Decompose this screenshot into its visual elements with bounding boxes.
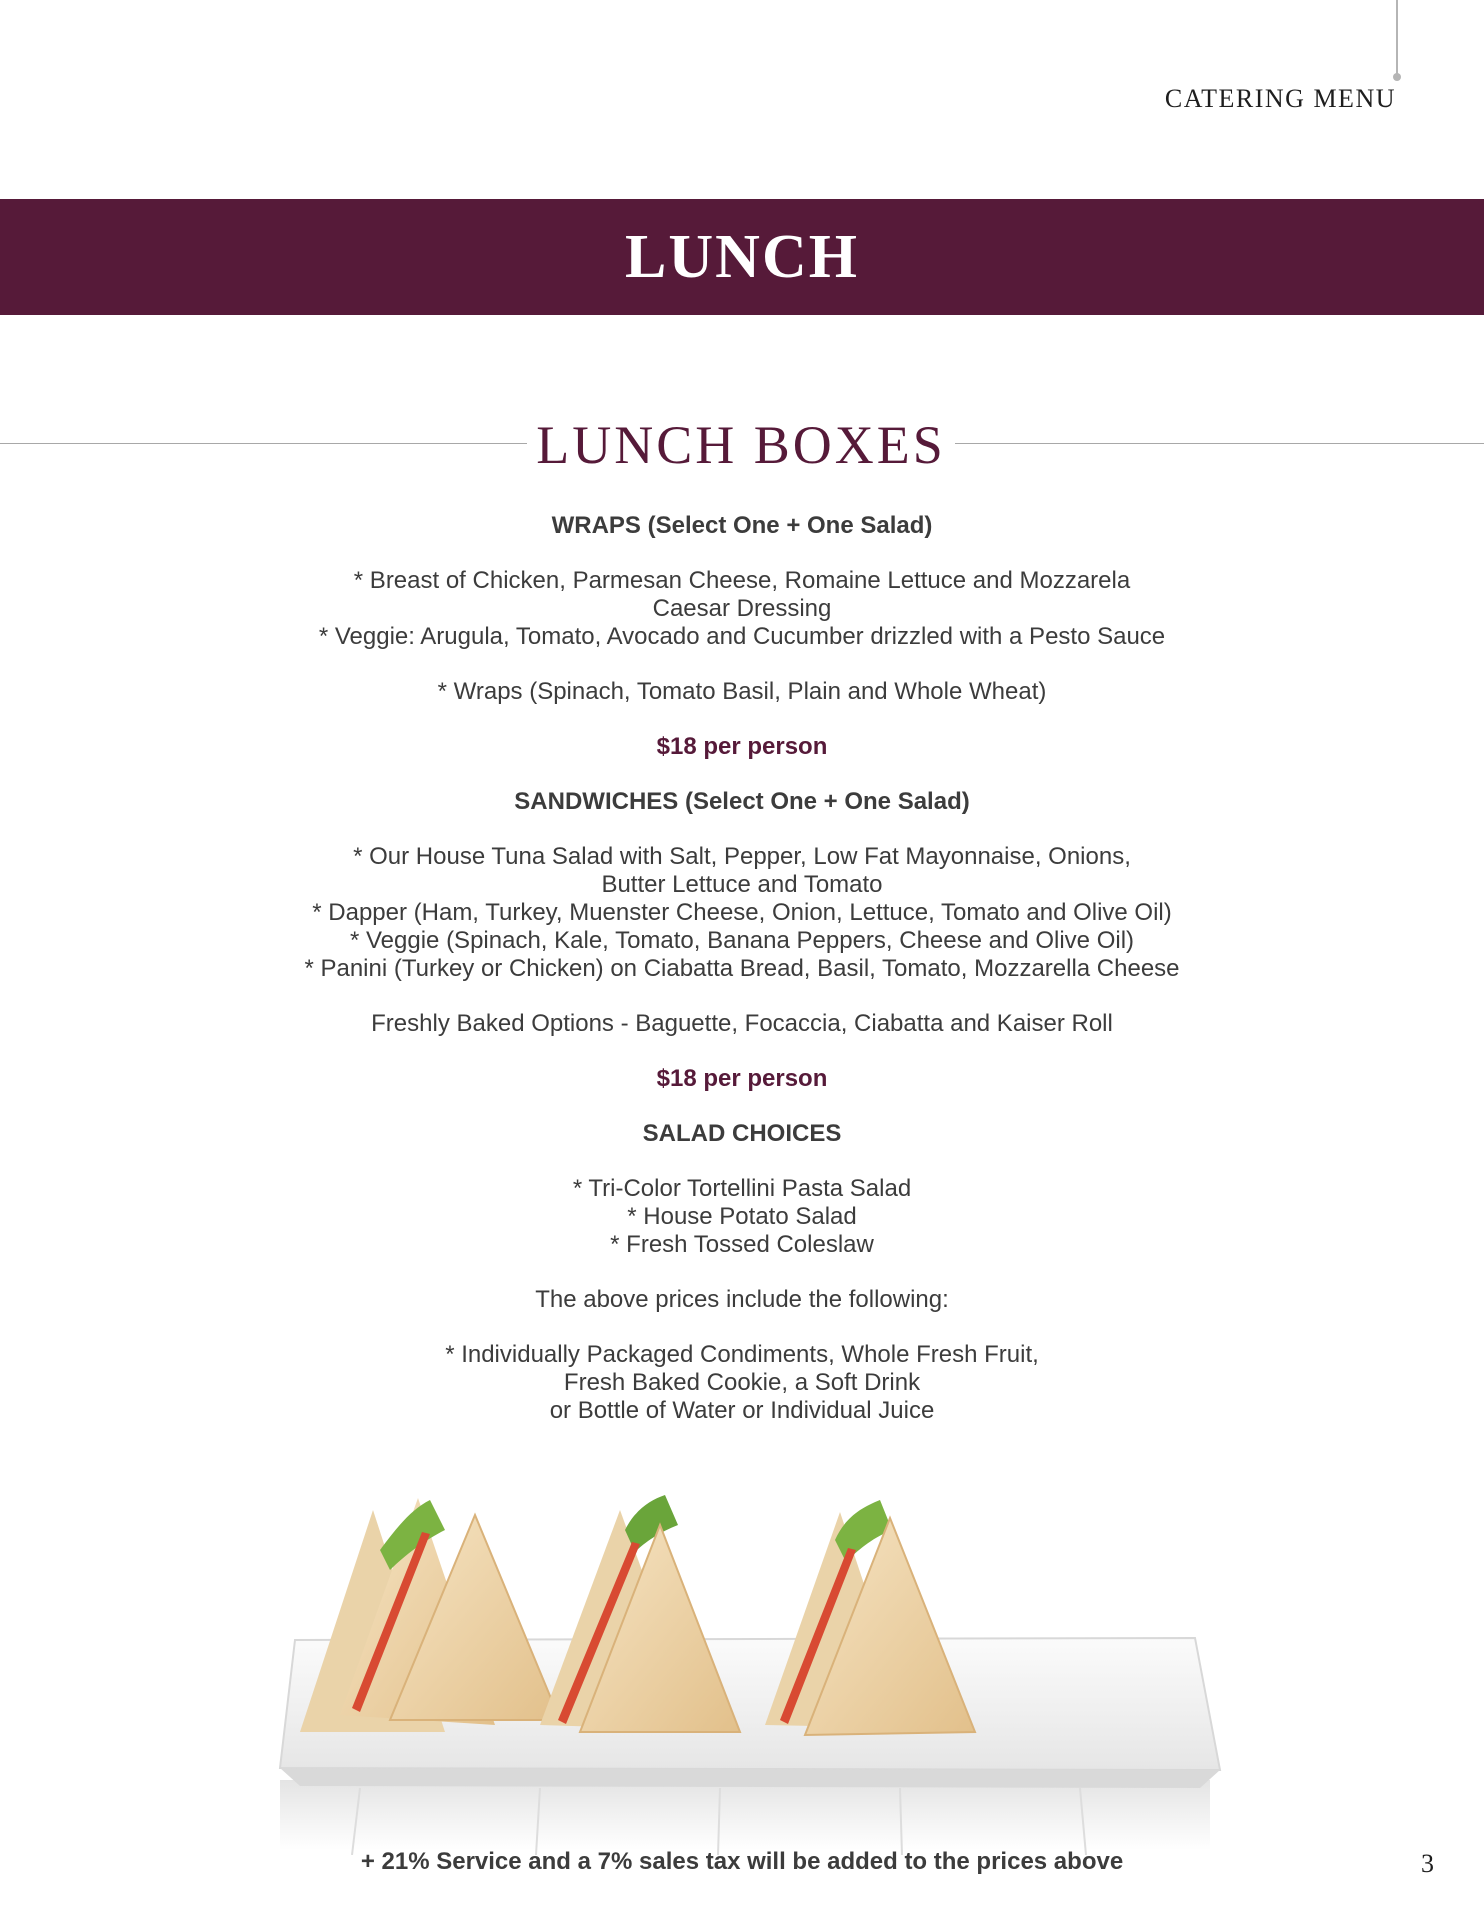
sandwiches-item: Butter Lettuce and Tomato	[601, 871, 883, 898]
wraps-item: Caesar Dressing	[652, 595, 832, 622]
wraps-options: * Wraps (Spinach, Tomato Basil, Plain and Whole Wheat)	[437, 678, 1047, 705]
salads-item: * House Potato Salad	[627, 1203, 857, 1230]
header-label: CATERING MENU	[1164, 84, 1396, 113]
salads-item: * Tri-Color Tortellini Pasta Salad	[572, 1175, 912, 1202]
includes-intro: The above prices include the following:	[535, 1286, 949, 1313]
section-title: LUNCH BOXES	[536, 415, 946, 475]
sandwiches-price: $18 per person	[656, 1065, 828, 1092]
salads-items	[200, 1175, 1284, 1259]
section-rule-left	[0, 443, 527, 444]
sandwich-platter-image	[240, 1470, 1250, 1855]
sandwiches-options: Freshly Baked Options - Baguette, Focaccia, Ciabatta and Kaiser Roll	[371, 1010, 1113, 1037]
salads-heading: SALAD CHOICES	[642, 1120, 842, 1147]
wraps-price: $18 per person	[656, 733, 828, 760]
menu-content	[200, 512, 1284, 1452]
sandwiches-item: * Veggie (Spinach, Kale, Tomato, Banana Peppers, Cheese and Olive Oil)	[349, 927, 1135, 954]
sandwiches-item: * Panini (Turkey or Chicken) on Ciabatta Bread, Basil, Tomato, Mozzarella Cheese	[304, 955, 1180, 982]
wraps-options-block	[200, 678, 1284, 706]
salads-item: * Fresh Tossed Coleslaw	[610, 1231, 874, 1258]
wraps-heading: WRAPS (Select One + One Salad)	[551, 512, 933, 539]
footer-note: + 21% Service and a 7% sales tax will be added to the prices above	[360, 1848, 1124, 1875]
lunch-banner	[0, 199, 1484, 315]
wraps-item: * Veggie: Arugula, Tomato, Avocado and Cucumber drizzled with a Pesto Sauce	[318, 623, 1166, 650]
banner-title: LUNCH	[625, 222, 859, 291]
includes-item: or Bottle of Water or Individual Juice	[549, 1397, 935, 1424]
includes-item: * Individually Packaged Condiments, Whole Fresh Fruit,	[445, 1341, 1039, 1368]
section-header	[0, 410, 1484, 480]
wraps-items	[200, 567, 1284, 651]
section-rule-right	[955, 443, 1484, 444]
sandwiches-heading: SANDWICHES (Select One + One Salad)	[514, 788, 970, 815]
includes-intro-block	[200, 1286, 1284, 1314]
wraps-item: * Breast of Chicken, Parmesan Cheese, Romaine Lettuce and Mozzarela	[353, 567, 1131, 594]
sandwiches-options-block	[200, 1010, 1284, 1038]
corner-divider-dot	[1393, 73, 1401, 81]
includes-items	[200, 1341, 1284, 1425]
sandwiches-item: * Dapper (Ham, Turkey, Muenster Cheese, Onion, Lettuce, Tomato and Olive Oil)	[312, 899, 1172, 926]
page-number: 3	[1421, 1849, 1434, 1878]
corner-divider-line	[1396, 0, 1398, 76]
includes-item: Fresh Baked Cookie, a Soft Drink	[563, 1369, 921, 1396]
sandwiches-item: * Our House Tuna Salad with Salt, Pepper, Low Fat Mayonnaise, Onions,	[353, 843, 1131, 870]
sandwiches-items	[200, 843, 1284, 983]
